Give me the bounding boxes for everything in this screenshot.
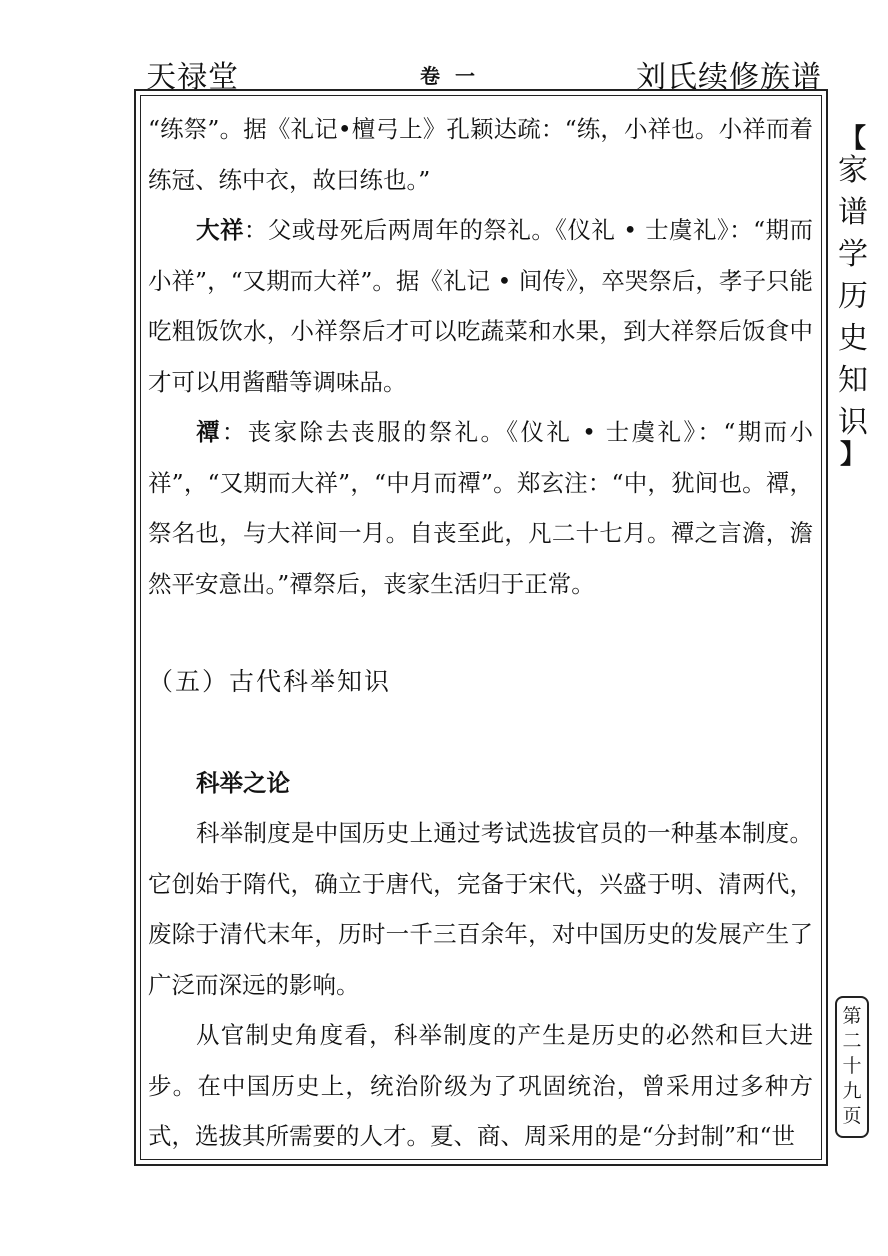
paragraph-lian-ji: “练祭”。据《礼记•檀弓上》孔颖达疏：“练，小祥也。小祥而着练冠、练中衣，故曰练也。” [148, 115, 813, 194]
volume-label: 卷 一 [420, 64, 479, 88]
page-body [148, 104, 813, 1162]
side-tab-label [833, 124, 873, 470]
paragraph-keju-history: 从官制史角度看，科举制度的产生是历史的必然和巨大进步。在中国历史上，统治阶级为了巩固统治，曾采用过多种方式，选拔其所需要的人才。夏、商、周采用的是“分封制”和“世 [148, 1021, 813, 1150]
page-number-char: 九 [842, 1080, 862, 1102]
page-number-char: 二 [842, 1030, 862, 1052]
open-bracket: 【 [839, 124, 866, 154]
page-number-char: 页 [842, 1105, 862, 1127]
page-header [140, 52, 830, 95]
page-number-char: 十 [842, 1055, 862, 1077]
paragraph-da-xiang [148, 205, 813, 407]
page-number-char: 第 [842, 1005, 862, 1027]
side-tab-char: 学 [838, 237, 868, 272]
book-title: 刘氏续修族谱 [636, 60, 822, 95]
side-tab-char: 家 [838, 153, 868, 188]
page-number-box [835, 996, 869, 1138]
side-tab-char: 史 [838, 321, 868, 356]
section-title: （五）古代科举知识 [148, 667, 392, 696]
subheading-keju: 科举之论 [196, 768, 290, 797]
side-tab-char: 识 [838, 405, 868, 440]
paragraph-tan [148, 407, 813, 609]
definition-tan: ：丧家除去丧服的祭礼。《仪礼 • 士虞礼》：“期而小祥”，“又期而大祥”，“中月而禫”。郑玄注：“中，犹间也。禫，祭名也，与大祥间一月。自丧至此，凡二十七月。禫之言澹，澹然平安意出。”禫祭后，丧家生活归于正常。 [148, 418, 813, 598]
side-tab-char: 历 [838, 279, 868, 314]
paragraph-keju-intro: 科举制度是中国历史上通过考试选拔官员的一种基本制度。它创始于隋代，确立于唐代，完备于宋代，兴盛于明、清两代，废除于清代末年，历时一千三百余年，对中国历史的发展产生了广泛而深远的影响。 [148, 819, 813, 999]
hall-name: 天禄堂 [146, 60, 239, 95]
side-tab-char: 谱 [838, 195, 868, 230]
side-tab-char: 知 [838, 363, 868, 398]
definition-da-xiang: ：父或母死后两周年的祭礼。《仪礼 • 士虞礼》：“期而小祥”，“又期而大祥”。据《礼记 • 间传》，卒哭祭后，孝子只能吃粗饭饮水，小祥祭后才可以吃蔬菜和水果，到大祥祭后饭食中才可以用酱醋等调味品。 [148, 216, 813, 396]
term-tan: 禫 [196, 418, 222, 446]
term-da-xiang: 大祥 [196, 216, 244, 244]
close-bracket: 】 [839, 440, 866, 470]
